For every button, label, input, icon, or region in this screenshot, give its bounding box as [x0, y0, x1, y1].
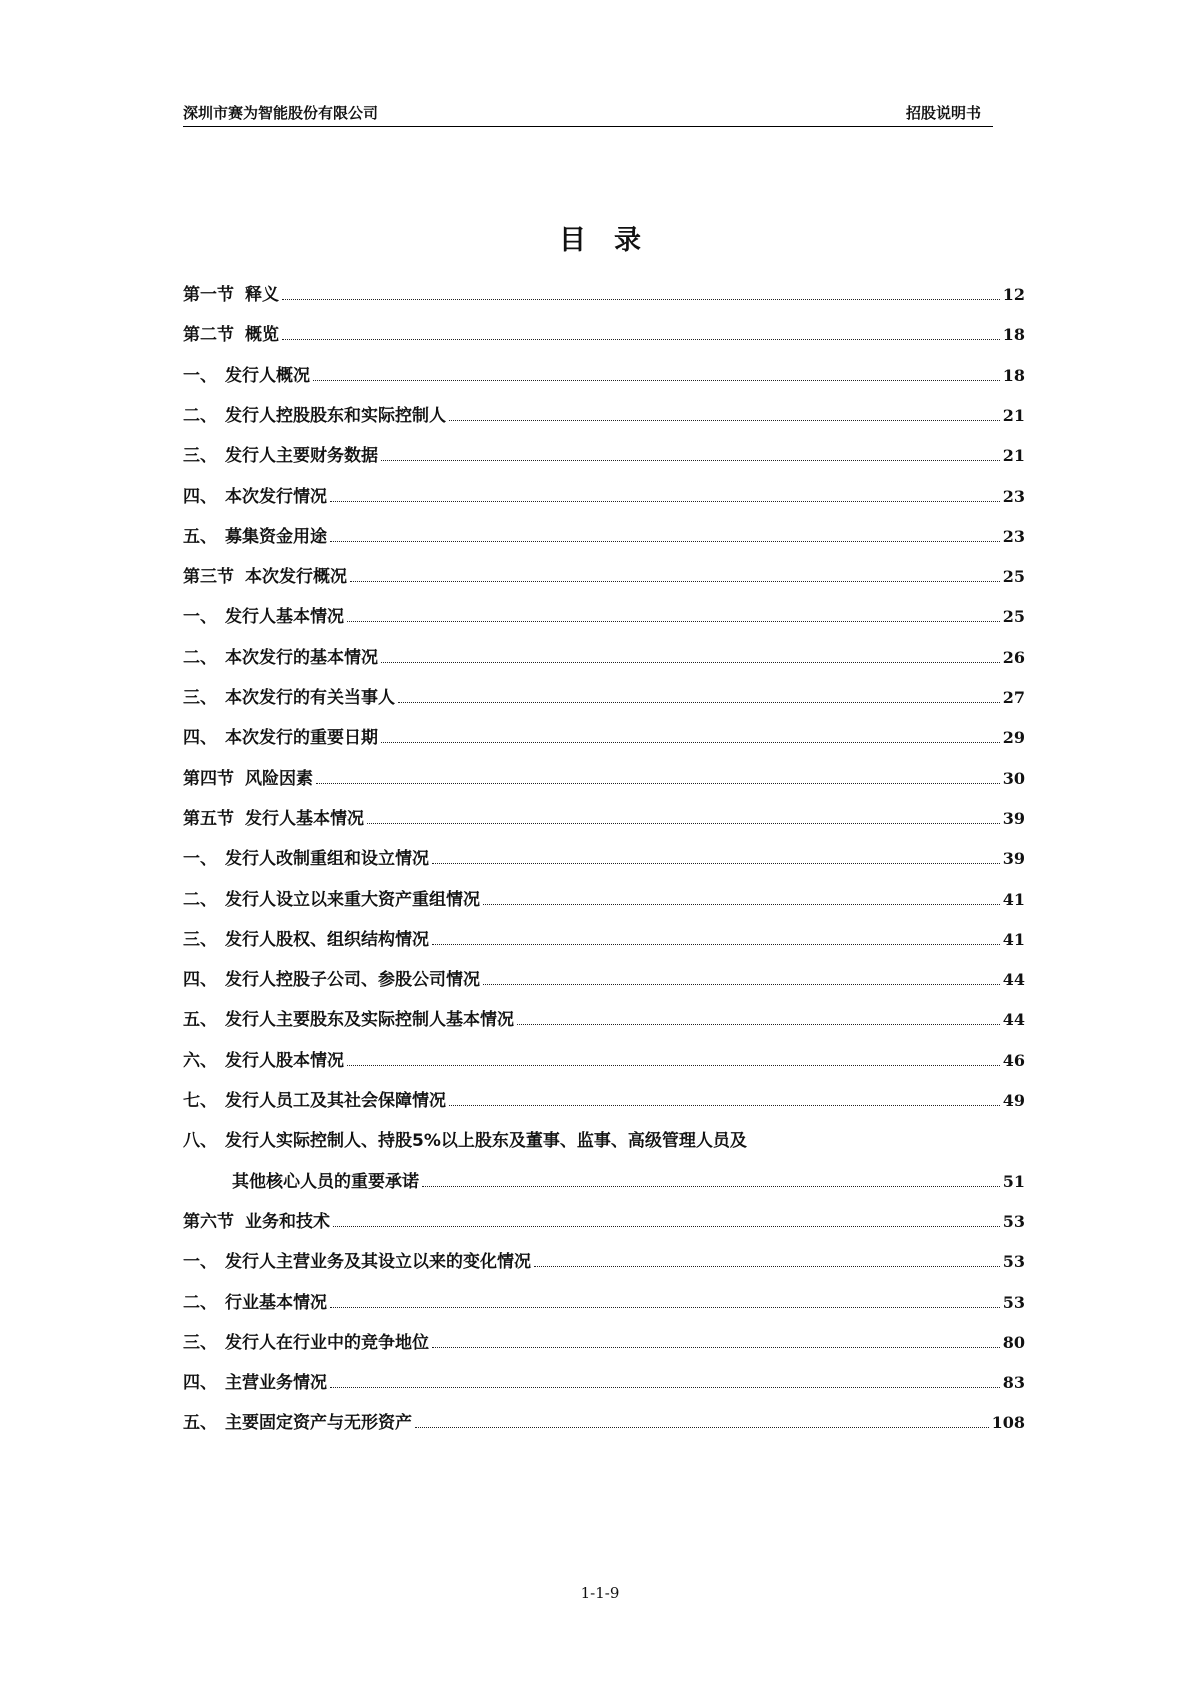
- toc-entry-number: 五、: [183, 1010, 217, 1031]
- toc-entry-line: [225, 1290, 1025, 1316]
- toc-entry-page: 41: [1002, 929, 1025, 949]
- toc-entry-line: [232, 1169, 1025, 1195]
- toc-entry-line: [245, 282, 1025, 308]
- toc-entry-number: 四、: [183, 728, 217, 749]
- document-type: 招股说明书: [905, 104, 981, 122]
- toc-entry-page: 44: [1002, 970, 1025, 990]
- toc-entry-title: 发行人控股股东和实际控制人: [225, 405, 446, 426]
- toc-entry[interactable]: [183, 1410, 1025, 1436]
- toc-entry-number: 四、: [183, 970, 217, 991]
- toc-entry-page: 29: [1002, 728, 1025, 748]
- toc-entry-page: 23: [1002, 526, 1025, 546]
- page-header: [183, 102, 993, 127]
- toc-entry[interactable]: [183, 1007, 1025, 1033]
- toc-entry-number: 二、: [183, 1292, 217, 1313]
- toc-leader-dots: [415, 1427, 989, 1428]
- toc-entry-title: 发行人主要财务数据: [225, 446, 378, 467]
- toc-leader-dots: [483, 904, 1000, 905]
- toc-leader-dots: [432, 1347, 1000, 1348]
- toc-entry-page: 26: [1002, 647, 1025, 667]
- toc-entry-title: 发行人概况: [225, 365, 310, 386]
- toc-entry-line: [225, 524, 1025, 550]
- toc-entry[interactable]: [183, 363, 1025, 389]
- toc-entry-page: 30: [1002, 768, 1025, 788]
- toc-entry-line: [225, 1048, 1025, 1074]
- toc-leader-dots: [381, 742, 1000, 743]
- toc-leader-dots: [432, 863, 1000, 864]
- toc-entry-title: 发行人主要股东及实际控制人基本情况: [225, 1010, 514, 1031]
- toc-entry-number: 三、: [183, 929, 217, 950]
- toc-entry[interactable]: [183, 1249, 1025, 1275]
- toc-entry-page: 39: [1002, 808, 1025, 828]
- toc-entry-number: 五、: [183, 1413, 217, 1434]
- toc-entry-line: [225, 604, 1025, 630]
- toc-entry-title: 本次发行的基本情况: [225, 647, 378, 668]
- toc-entry-line: [225, 363, 1025, 389]
- toc-entry-title: 主要固定资产与无形资产: [225, 1413, 412, 1434]
- toc-entry-page: 83: [1002, 1373, 1025, 1393]
- toc-entry[interactable]: [183, 524, 1025, 550]
- toc-entry-page: 27: [1002, 688, 1025, 707]
- toc-entry-number: 一、: [183, 849, 217, 870]
- toc-entry-line: [225, 1128, 747, 1154]
- toc-entry-title: 业务和技术: [245, 1211, 330, 1232]
- toc-entry-page: 49: [1002, 1091, 1025, 1110]
- toc-entry-title: 发行人设立以来重大资产重组情况: [225, 889, 480, 910]
- toc-entry[interactable]: [183, 1330, 1025, 1356]
- toc-entry-number: 一、: [183, 607, 217, 628]
- toc-entry-line: [245, 806, 1025, 832]
- toc-entry[interactable]: [183, 645, 1025, 671]
- toc-entry-number: 三、: [183, 688, 217, 708]
- toc-leader-dots: [483, 984, 1000, 985]
- toc-entry-title: 概览: [245, 325, 279, 346]
- toc-entry-page: 80: [1002, 1332, 1025, 1352]
- toc-entry-number: 第二节: [183, 325, 234, 346]
- toc-entry-line: [225, 443, 1025, 469]
- toc-entry[interactable]: [183, 1048, 1025, 1074]
- toc-entry-page: 53: [1002, 1252, 1025, 1272]
- toc-entry-line: [225, 1007, 1025, 1033]
- toc-entry-number: 第三节: [183, 567, 234, 588]
- toc-entry-title: 发行人员工及其社会保障情况: [225, 1091, 446, 1111]
- page-number: 1-1-9: [580, 1584, 620, 1602]
- toc-leader-dots: [350, 581, 1000, 582]
- toc-entry[interactable]: [183, 322, 1025, 348]
- toc-entry-number: 六、: [183, 1050, 217, 1071]
- toc-entry-number: 七、: [183, 1091, 217, 1111]
- toc-entry-number: 第六节: [183, 1211, 234, 1232]
- toc-entry-line: [225, 967, 1025, 993]
- toc-entry-line: [225, 1088, 1025, 1114]
- toc-entry-title: 发行人股权、组织结构情况: [225, 929, 429, 950]
- toc-entry[interactable]: [183, 282, 1025, 308]
- toc-entry-number: 第一节: [183, 285, 234, 305]
- toc-entry-number: 第五节: [183, 808, 234, 829]
- toc-leader-dots: [534, 1266, 1000, 1267]
- toc-entry[interactable]: [183, 1290, 1025, 1316]
- toc-entry-title: 主营业务情况: [225, 1373, 327, 1394]
- toc-entry-line: [245, 766, 1025, 792]
- toc-entry-page: 44: [1002, 1010, 1025, 1030]
- toc-leader-dots: [330, 541, 1000, 542]
- toc-entry-number: 二、: [183, 647, 217, 668]
- toc-entry-title: 本次发行概况: [245, 567, 347, 588]
- toc-entry-line: [225, 927, 1025, 953]
- toc-entry-title: 发行人在行业中的竞争地位: [225, 1332, 429, 1353]
- toc-entry-page: 46: [1002, 1050, 1025, 1070]
- toc-entry-line: [225, 1370, 1025, 1396]
- toc-leader-dots: [333, 1226, 1000, 1227]
- toc-leader-dots: [330, 1387, 1000, 1388]
- toc-entry-page: 25: [1002, 607, 1025, 627]
- toc-entry-line: [225, 1249, 1025, 1275]
- toc-entry-title: 募集资金用途: [225, 526, 327, 547]
- toc-entry[interactable]: [183, 564, 1025, 590]
- toc-entry-line: [225, 484, 1025, 510]
- toc-entry[interactable]: [183, 1128, 1025, 1154]
- toc-entry[interactable]: [183, 1370, 1025, 1396]
- toc-entry-line: [225, 1410, 1025, 1436]
- toc-entry-page: 23: [1002, 486, 1025, 506]
- toc-entry-line: [225, 1330, 1025, 1356]
- toc-entry-number: 一、: [183, 365, 217, 386]
- toc-entry[interactable]: [183, 685, 1025, 711]
- toc-entry-line: [225, 645, 1025, 671]
- toc-leader-dots: [381, 460, 1000, 461]
- toc-entry-title: 发行人改制重组和设立情况: [225, 849, 429, 870]
- toc-entry[interactable]: [183, 846, 1025, 872]
- toc-entry-line: [245, 322, 1025, 348]
- toc-leader-dots: [282, 299, 1000, 300]
- toc-entry-title: 发行人控股子公司、参股公司情况: [225, 970, 480, 991]
- toc-entry-line: [225, 887, 1025, 913]
- toc-leader-dots: [347, 621, 1000, 622]
- toc-entry[interactable]: [183, 1209, 1025, 1235]
- toc-leader-dots: [282, 339, 1000, 340]
- toc-entry-title: 其他核心人员的重要承诺: [232, 1171, 419, 1192]
- toc-entry-page: 39: [1002, 849, 1025, 869]
- toc-entry-line: [225, 403, 1025, 429]
- toc-entry-page: 18: [1002, 365, 1025, 385]
- toc-entry[interactable]: [183, 1088, 1025, 1114]
- toc-entry-page: 21: [1002, 405, 1025, 425]
- toc-entry-title: 本次发行情况: [225, 486, 327, 507]
- toc-entry-number: 四、: [183, 1373, 217, 1394]
- toc-entry-title: 发行人主营业务及其设立以来的变化情况: [225, 1252, 531, 1273]
- toc-leader-dots: [330, 501, 1000, 502]
- toc-leader-dots: [422, 1186, 1000, 1187]
- toc-entry-number: 八、: [183, 1131, 217, 1152]
- toc-entry[interactable]: [183, 484, 1025, 510]
- toc-entry-page: 18: [1002, 325, 1025, 345]
- toc-entry-title: 发行人实际控制人、持股5%以上股东及董事、监事、高级管理人员及: [225, 1131, 747, 1152]
- toc-entry-page: 51: [1002, 1171, 1025, 1191]
- toc-leader-dots: [432, 944, 1000, 945]
- toc-entry-page: 53: [1002, 1292, 1025, 1312]
- toc-entry-page: 108: [991, 1413, 1025, 1433]
- toc-leader-dots: [517, 1024, 1000, 1025]
- toc-entry-title: 行业基本情况: [225, 1292, 327, 1313]
- toc-entry-line: [245, 564, 1025, 590]
- toc-entry-title: 释义: [245, 285, 279, 305]
- toc-entry[interactable]: [183, 443, 1025, 469]
- toc-entry-number: 二、: [183, 405, 217, 426]
- toc-entry-line: [225, 846, 1025, 872]
- toc-entry-title: 发行人股本情况: [225, 1050, 344, 1071]
- toc-entry-title: 本次发行的有关当事人: [225, 688, 395, 708]
- toc-entry[interactable]: [183, 604, 1025, 630]
- toc-entry-page: 12: [1002, 285, 1025, 304]
- toc-entry-number: 一、: [183, 1252, 217, 1273]
- toc-entry-page: 25: [1002, 567, 1025, 587]
- toc-entry-line: [245, 1209, 1025, 1235]
- toc-leader-dots: [367, 823, 1000, 824]
- toc-entry-title: 风险因素: [245, 768, 313, 789]
- toc-leader-dots: [330, 1307, 1000, 1308]
- toc-entry-number: 二、: [183, 889, 217, 910]
- toc-entry[interactable]: [183, 967, 1025, 993]
- toc-entry-page: 41: [1002, 889, 1025, 909]
- company-name: 深圳市赛为智能股份有限公司: [183, 104, 379, 122]
- toc-entry-page: 21: [1002, 446, 1025, 466]
- toc-leader-dots: [398, 702, 1000, 703]
- toc-entry-number: 三、: [183, 1332, 217, 1353]
- toc-leader-dots: [449, 420, 1000, 421]
- toc-entry[interactable]: [183, 927, 1025, 953]
- toc-entry-title: 本次发行的重要日期: [225, 728, 378, 749]
- toc-entry[interactable]: [183, 403, 1025, 429]
- toc-entry-number: 第四节: [183, 768, 234, 789]
- toc-leader-dots: [381, 662, 1000, 663]
- toc-entry-number: 三、: [183, 446, 217, 467]
- toc-entry-number: 五、: [183, 526, 217, 547]
- toc-leader-dots: [316, 783, 1000, 784]
- toc-title: 目录: [559, 225, 669, 256]
- toc-entry-title: 发行人基本情况: [245, 808, 364, 829]
- toc-entry-line: [225, 685, 1025, 711]
- toc-leader-dots: [347, 1065, 1000, 1066]
- toc-entry-page: 53: [1002, 1211, 1025, 1231]
- toc-entry-line: [225, 725, 1025, 751]
- toc-entry-number: 四、: [183, 486, 217, 507]
- toc-entry[interactable]: [183, 887, 1025, 913]
- toc-entry[interactable]: [183, 766, 1025, 792]
- toc-entry[interactable]: [183, 725, 1025, 751]
- toc-entry-title: 发行人基本情况: [225, 607, 344, 628]
- toc-leader-dots: [449, 1105, 1000, 1106]
- toc-entry[interactable]: [183, 1169, 1025, 1195]
- toc-leader-dots: [313, 380, 1000, 381]
- toc-entry[interactable]: [183, 806, 1025, 832]
